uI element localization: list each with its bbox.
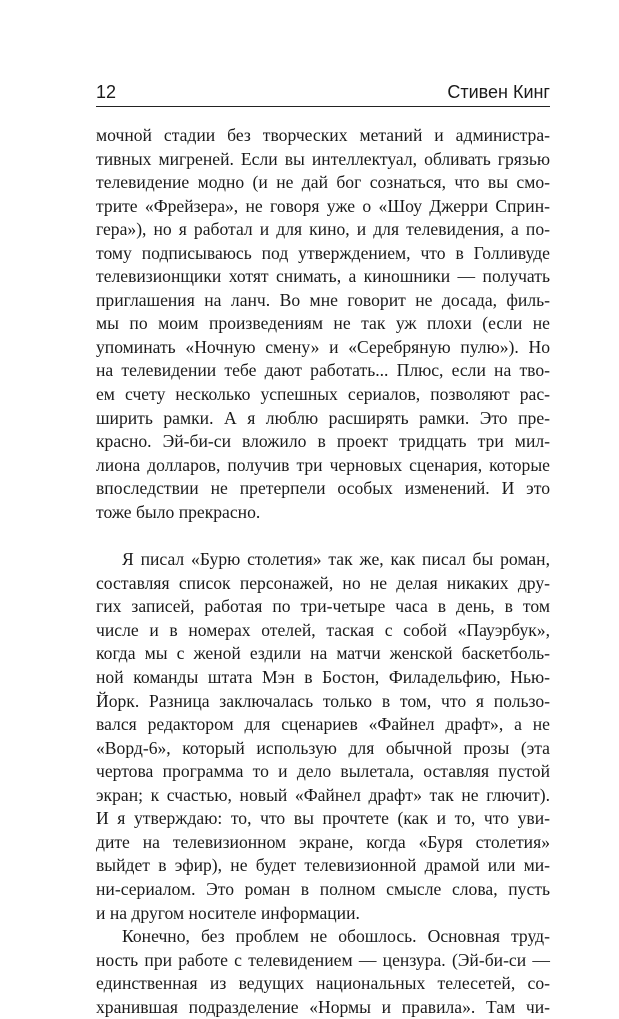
text-line: тоже было прекрасно.	[96, 501, 261, 522]
text-line: красно. Эй-би-си вложило в проект тридцать три мил-	[96, 431, 550, 452]
text-line: ширить рамки. А я люблю расширять рамки. Это пре-	[96, 407, 550, 428]
text-line: и на другом носителе информации.	[96, 902, 360, 923]
text-line: «Ворд-6», который использую для обычной прозы (эта	[96, 737, 550, 758]
text-line: приглашения на ланч. Во мне говорит не досада, филь-	[96, 289, 550, 310]
text-line: ни-сериалом. Это роман в полном смысле слова, пусть	[96, 878, 550, 899]
text-line: гера»), но я работал и для кино, и для телевидения, а по-	[96, 219, 550, 240]
text-line: лиона долларов, получив три черновых сценария, которые	[96, 454, 550, 475]
text-line: впоследствии не претерпели особых изменений. И это	[96, 478, 550, 499]
paragraph	[96, 124, 550, 524]
text-line: телевизионщики хотят снимать, а киношники — получать	[96, 266, 550, 287]
text-line: выйдет в эфир), не будет телевизионной драмой или ми-	[96, 855, 550, 876]
text-line: ной команды штата Мэн в Бостон, Филадельфию, Нью-	[96, 667, 550, 688]
text-line: Я писал «Бурю столетия» так же, как писал бы роман,	[122, 549, 550, 570]
paragraph	[96, 548, 550, 925]
text-line: тивных мигреней. Если вы интеллектуал, обливать грязью	[96, 148, 550, 169]
text-line: числе и в номерах отелей, таская с собой «Пауэрбук»,	[96, 619, 550, 640]
text-line: единственная из ведущих национальных телесетей, со-	[96, 973, 550, 994]
paragraph	[96, 925, 550, 1019]
text-line: ем счету несколько успешных сериалов, позволяют рас-	[96, 384, 550, 405]
page-number: 12	[96, 82, 117, 102]
text-line: вался редактором для сценариев «Файнел драфт», а не	[96, 714, 550, 735]
running-title: Стивен Кинг	[447, 82, 550, 102]
text-line: Йорк. Разница заключалась только в том, что я пользо-	[96, 690, 550, 711]
section-break	[96, 524, 550, 548]
text-line: Конечно, без проблем не обошлось. Основная труд-	[122, 926, 550, 947]
text-line: когда мы с женой ездили на матчи женской баскетболь-	[96, 643, 550, 664]
text-line: дите на телевизионном экране, когда «Буря столетия»	[96, 831, 550, 852]
text-line: тому подписываюсь под утверждением, что в Голливуде	[96, 242, 550, 263]
text-line: И я утверждаю: то, что вы прочтете (как и то, что уви-	[96, 808, 550, 829]
text-line: упоминать «Ночную смену» и «Серебряную пулю»). Но	[96, 336, 550, 357]
text-line: телевидение модно (и не дай бог сознаться, что вы смо-	[96, 172, 550, 193]
text-line: чертова программа то и дело вылетала, оставляя пустой	[96, 761, 550, 782]
text-line: мочной стадии без творческих метаний и администра-	[96, 125, 550, 145]
running-header	[96, 78, 550, 107]
body-text	[96, 124, 550, 1019]
text-line: экран; к счастью, новый «Файнел драфт» так не глючит).	[96, 784, 550, 805]
text-line: хранившая подразделение «Нормы и правила». Там чи-	[96, 996, 550, 1017]
text-line: трите «Фрейзера», не говоря уже о «Шоу Джерри Сприн-	[96, 195, 550, 216]
text-line: на телевидении тебе дают работать... Плюс, если на тво-	[96, 360, 550, 381]
text-line: ность при работе с телевидением — цензура. (Эй-би-си —	[96, 949, 550, 970]
text-line: гих записей, работая по три-четыре часа в день, в том	[96, 596, 550, 617]
text-line: составляя список персонажей, но не делая никаких дру-	[96, 572, 550, 593]
text-line: мы по моим произведениям не так уж плохи (если не	[96, 313, 550, 334]
